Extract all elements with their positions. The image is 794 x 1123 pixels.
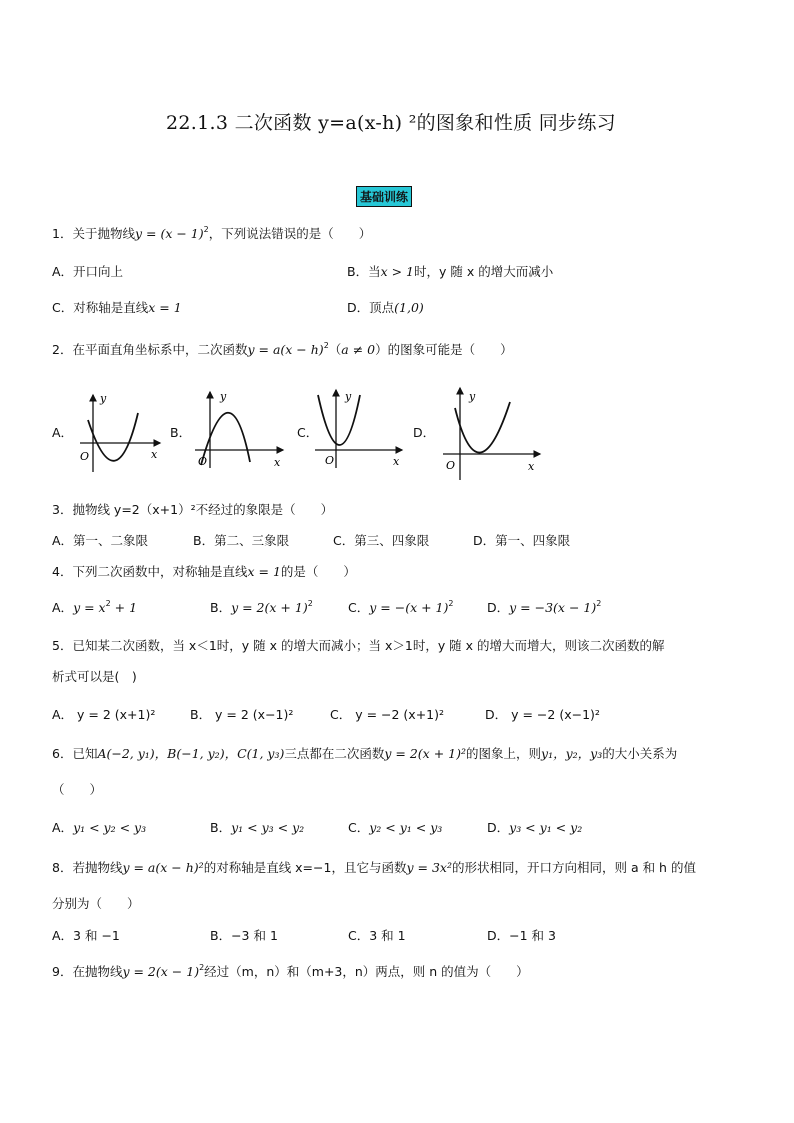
question-1-option-a[interactable]: A．开口向上 xyxy=(52,264,124,279)
question-2-option-a-label[interactable]: A． xyxy=(52,425,74,440)
question-3-option-b[interactable]: B．第二、三象限 xyxy=(193,533,290,548)
page-title: 22.1.3 二次函数 y=a(x-h) ²的图象和性质 同步练习 xyxy=(166,112,616,134)
graph-d[interactable] xyxy=(443,388,540,480)
question-5-option-a[interactable]: A． y = 2 (x+1)² xyxy=(52,707,156,722)
question-9-stem: 9．在抛物线$y = 2(x - 1)^2$经过（m，n）和（m+3，n）两点，则 n 的值为（ ） xyxy=(52,963,529,979)
graph-b-y-label: y xyxy=(220,390,227,403)
graph-a-x-label: x xyxy=(151,448,158,461)
question-4-option-c[interactable]: C．$y = -(x + 1)^2$ xyxy=(348,599,454,615)
question-5-option-c[interactable]: C． y = −2 (x+1)² xyxy=(330,707,445,722)
question-6-stem-line2: （ ） xyxy=(52,782,103,797)
question-2-option-b-label[interactable]: B． xyxy=(170,425,192,440)
question-1-stem: 1．关于抛物线$y = (x - 1)^2$，下列说法错误的是（ ） xyxy=(52,225,372,241)
question-1-option-c[interactable]: C．对称轴是直线x = 1 xyxy=(52,300,182,315)
question-4-option-a[interactable]: A．$y = x^2 + 1$ xyxy=(52,599,138,615)
question-8-option-c[interactable]: C．3 和 1 xyxy=(348,928,406,943)
question-6-option-d[interactable]: D．y₃ < y₁ < y₂ xyxy=(487,820,583,835)
question-2-graphs xyxy=(0,380,794,490)
graph-d-x-label: x xyxy=(528,460,535,473)
question-6-stem: 6．已知A(−2, y₁)，B(−1, y₂)，C(1, y₃)三点都在二次函数y = 2(x + 1)²的图象上，则y₁，y₂，y₃的大小关系为 xyxy=(52,746,678,761)
question-1-option-b[interactable]: B．当x > 1时，y 随 x 的增大而减小 xyxy=(347,264,554,279)
question-3-option-c[interactable]: C．第三、四象限 xyxy=(333,533,430,548)
question-4-stem: 4．下列二次函数中，对称轴是直线x = 1的是（ ） xyxy=(52,564,356,579)
graph-b-origin-label: O xyxy=(198,455,208,468)
graph-b[interactable] xyxy=(195,390,283,469)
question-3-option-d[interactable]: D．第一、四象限 xyxy=(473,533,571,548)
question-8-option-b[interactable]: B．−3 和 1 xyxy=(210,928,278,943)
question-2-option-c-label[interactable]: C． xyxy=(297,425,319,440)
graph-d-y-label: y xyxy=(469,390,476,403)
question-4-option-d[interactable]: D．$y = -3(x - 1)^2$ xyxy=(487,599,602,615)
question-8-option-a[interactable]: A．3 和 −1 xyxy=(52,928,120,943)
question-6-option-a[interactable]: A．y₁ < y₂ < y₃ xyxy=(52,820,147,835)
graph-a-y-label: y xyxy=(100,392,107,405)
question-8-stem: 8．若抛物线y = a(x − h)²的对称轴是直线 x=−1，且它与函数y = 3x²的形状相同，开口方向相同，则 a 和 h 的值 xyxy=(52,860,696,875)
graph-c-x-label: x xyxy=(393,455,400,468)
question-1-option-d[interactable]: D．顶点(1,0) xyxy=(347,300,424,315)
graph-c[interactable] xyxy=(315,390,402,468)
graph-a-origin-label: O xyxy=(80,450,90,463)
question-8-option-d[interactable]: D．−1 和 3 xyxy=(487,928,556,943)
question-5-stem-line1: 5．已知某二次函数，当 x＜1时，y 随 x 的增大而减小；当 x＞1时，y 随 x 的增大而增大，则该二次函数的解 xyxy=(52,638,665,653)
question-4-option-b[interactable]: B．$y = 2(x + 1)^2$ xyxy=(210,599,313,615)
section-badge: 基础训练 xyxy=(356,186,412,207)
question-5-option-d[interactable]: D． y = −2 (x−1)² xyxy=(485,707,600,722)
question-5-stem-line2: 析式可以是( ) xyxy=(52,669,137,684)
question-6-option-b[interactable]: B．y₁ < y₃ < y₂ xyxy=(210,820,305,835)
question-6-option-c[interactable]: C．y₂ < y₁ < y₃ xyxy=(348,820,443,835)
question-2-option-d-label[interactable]: D． xyxy=(413,425,436,440)
graph-d-origin-label: O xyxy=(446,459,456,472)
question-3-stem: 3．抛物线 y=2（x+1）²不经过的象限是（ ） xyxy=(52,502,334,517)
question-3-option-a[interactable]: A．第一、二象限 xyxy=(52,533,149,548)
question-8-stem-line2: 分别为（ ） xyxy=(52,896,140,911)
question-5-option-b[interactable]: B． y = 2 (x−1)² xyxy=(190,707,294,722)
graph-b-x-label: x xyxy=(274,456,281,469)
graph-a[interactable] xyxy=(80,392,160,472)
graph-c-y-label: y xyxy=(345,390,352,403)
question-2-stem: 2．在平面直角坐标系中，二次函数$y = a(x - h)^2(a \ne 0)$的图象可能是（ ） xyxy=(52,341,513,357)
graph-c-origin-label: O xyxy=(325,454,335,467)
